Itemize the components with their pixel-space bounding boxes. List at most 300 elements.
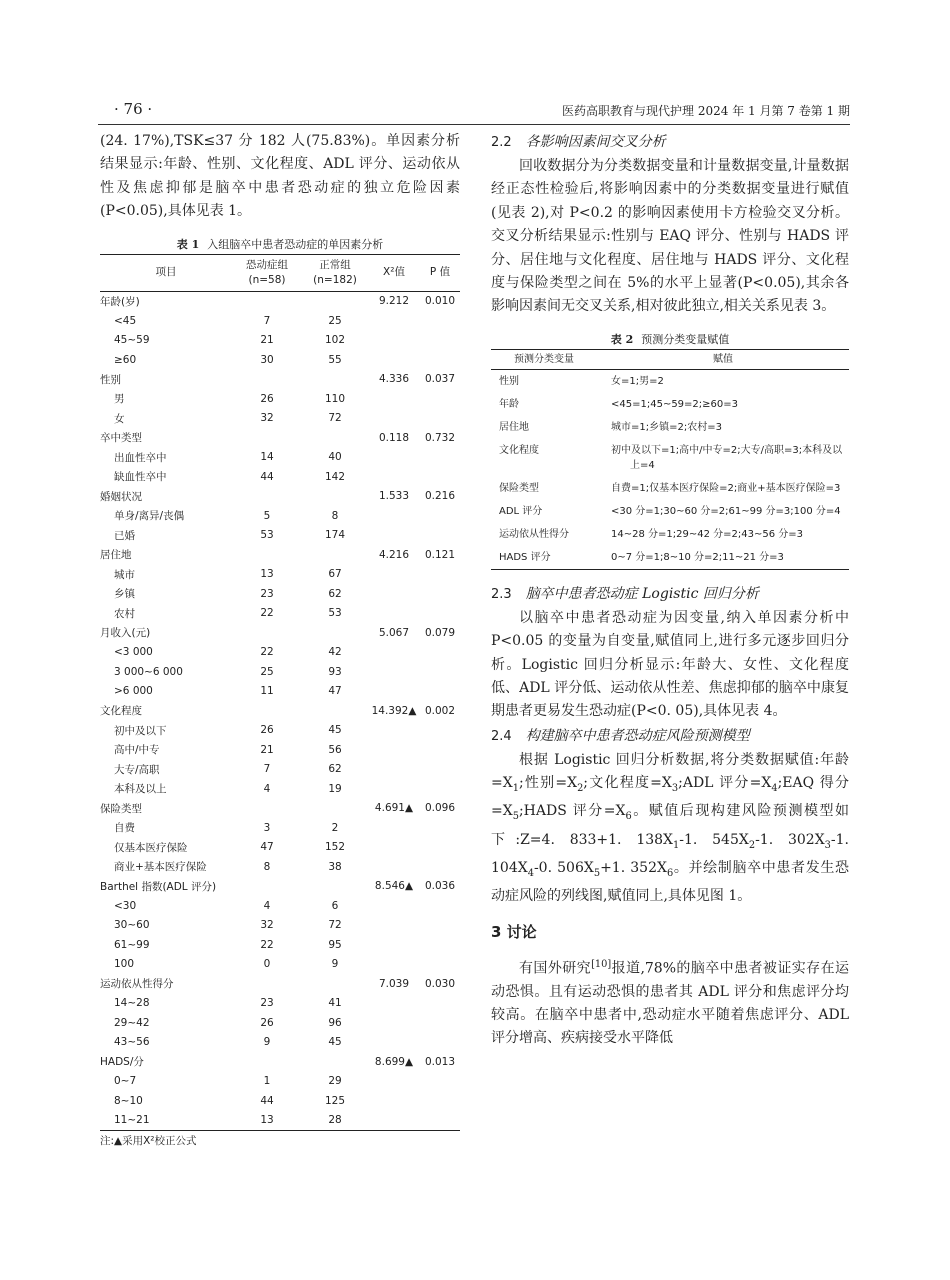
table2-label: 表 2 — [610, 332, 634, 346]
table1-cell-item: 45~59 — [114, 334, 150, 347]
journal-title: 医药高职教育与现代护理 2024 年 1 月第 7 卷第 1 期 — [562, 104, 850, 118]
table2-row — [491, 477, 849, 500]
table1-cell-p — [420, 916, 460, 936]
table1-cell-p — [420, 779, 460, 799]
table1-cell-item: 运动依从性得分 — [100, 978, 174, 991]
left-column — [100, 130, 460, 1148]
table1-row — [100, 1033, 460, 1053]
table1-cell-item: >6 000 — [114, 685, 153, 698]
table1-cell-group2 — [302, 701, 368, 721]
table1-cell-group1 — [232, 370, 302, 390]
table1-cell-p — [420, 389, 460, 409]
table1-row — [100, 604, 460, 624]
table1-row — [100, 291, 460, 311]
table2-row — [491, 416, 849, 439]
table2-cell-var: 文化程度 — [499, 444, 539, 456]
table1-cell-group2: 174 — [324, 529, 346, 542]
table1-cell-p — [420, 1072, 460, 1092]
table1-cell-item: 乡镇 — [114, 588, 135, 601]
table1-cell-chi — [368, 1072, 420, 1092]
table1-row — [100, 409, 460, 429]
table1-cell-group2 — [302, 370, 368, 390]
citation-ref[interactable]: [10] — [591, 958, 612, 970]
table1-cell-group1 — [232, 974, 302, 994]
table1-cell-p: 0.037 — [424, 373, 456, 386]
table1-cell-item: 卒中类型 — [100, 432, 142, 445]
table1-cell-group2: 56 — [328, 743, 342, 756]
table1-cell-group1: 32 — [260, 919, 274, 932]
table1-cell-group2: 125 — [324, 1094, 346, 1107]
table1-cell-group1: 7 — [263, 314, 271, 327]
table1-row — [100, 877, 460, 897]
table1-cell-item: 11~21 — [100, 1111, 232, 1131]
table1-cell-group2 — [302, 428, 368, 448]
table1-cell-group1 — [232, 799, 302, 819]
intro-paragraph: (24. 17%),TSK≤37 分 182 人(75.83%)。单因素分析结果显示:年龄、性别、文化程度、ADL 评分、运动依从性及焦虑抑郁是脑卒中患者恐动症的独立危险因素(P<0.05),具体见表 1。 — [100, 133, 460, 220]
table2-cell-val: <30 分=1;30~60 分=2;61~99 分=3;100 分=4 — [611, 505, 841, 517]
page-number: · 76 · — [114, 100, 153, 118]
table1-cell-item: 29~42 — [114, 1016, 150, 1029]
table1-cell-p: 0.216 — [424, 490, 456, 503]
table1-row — [100, 955, 460, 975]
table1-cell-p — [420, 350, 460, 370]
table1-cell-item: <45 — [114, 314, 137, 327]
table1-cell-p — [420, 740, 460, 760]
table1-row — [100, 779, 460, 799]
table1-cell-group2: 95 — [328, 938, 342, 951]
table1-cell-chi — [368, 311, 420, 331]
table1-cell-group2: 38 — [328, 860, 342, 873]
table1-row — [100, 526, 460, 546]
table1-cell-p — [420, 409, 460, 429]
table1-cell-group2: 25 — [328, 314, 342, 327]
right-column — [491, 130, 849, 1051]
table1-cell-item: 文化程度 — [100, 705, 142, 718]
table2-cell-var: 年龄 — [499, 398, 519, 410]
table1-cell-group2: 53 — [328, 607, 342, 620]
table1-cell-chi — [368, 662, 420, 682]
table1-cell-p: 0.030 — [424, 977, 456, 990]
table1-cell-item: 出血性卒中 — [114, 451, 167, 464]
table1-cell-chi: 14.392▲ — [371, 704, 417, 717]
table1-cell-chi — [368, 467, 420, 487]
table1-cell-item: 本科及以上 — [114, 783, 167, 796]
table2-col-var: 预测分类变量 — [491, 349, 597, 369]
table1-cell-p: 0.079 — [424, 626, 456, 639]
table2-col-val: 赋值 — [597, 349, 849, 369]
table1-cell-group1: 13 — [260, 568, 274, 581]
table1-cell-p: 0.036 — [424, 880, 456, 893]
table1-cell-group1: 21 — [260, 743, 274, 756]
table1-label: 表 1 — [176, 237, 200, 251]
table2-cell-val: 14~28 分=1;29~42 分=2;43~56 分=3 — [611, 528, 803, 540]
table1-col-p: P 值 — [420, 254, 460, 291]
table1-cell-chi — [368, 779, 420, 799]
table1-cell-chi: 8.546▲ — [374, 880, 414, 893]
table1-cell-p — [420, 955, 460, 975]
table1-row — [100, 760, 460, 780]
table1-cell-group2: 72 — [328, 412, 342, 425]
table1-cell-group2 — [302, 291, 368, 311]
table1-row — [100, 682, 460, 702]
table1-cell-group2: 142 — [324, 470, 346, 483]
table1-row — [100, 916, 460, 936]
table1-cell-group1: 9 — [263, 1036, 271, 1049]
table2-row — [491, 439, 849, 477]
table2-cell-var: HADS 评分 — [491, 546, 597, 570]
table1-row — [100, 311, 460, 331]
table1-cell-group1 — [232, 291, 302, 311]
table1-cell-group1: 22 — [260, 607, 274, 620]
table1-cell-group2: 67 — [328, 568, 342, 581]
table1-cell-item: 100 — [114, 958, 135, 971]
table1-cell-chi — [368, 760, 420, 780]
table1-cell-item: 商业+基本医疗保险 — [114, 861, 207, 874]
table1-cell-chi — [368, 409, 420, 429]
table1-cell-item: 8~10 — [114, 1094, 143, 1107]
table1-cell-chi — [368, 1013, 420, 1033]
table2-title: 预测分类变量赋值 — [641, 332, 730, 346]
table1-row — [100, 565, 460, 585]
table1-row — [100, 799, 460, 819]
table1-cell-group1: 0 — [263, 958, 271, 971]
table1-row — [100, 740, 460, 760]
table1-cell-group1: 22 — [260, 938, 274, 951]
table1-cell-p — [420, 331, 460, 351]
table1-cell-group1: 25 — [260, 665, 274, 678]
table1-cell-group2: 102 — [324, 334, 346, 347]
table1-cell-group1 — [232, 545, 302, 565]
table1-cell-item: ≥60 — [114, 353, 137, 366]
section-2-2-heading: 2.2 各影响因素间交叉分析 — [491, 134, 666, 150]
table1-cell-chi: 8.699▲ — [374, 1055, 414, 1068]
table1-row — [100, 1013, 460, 1033]
section-2-3-text: 以脑卒中患者恐动症为因变量,纳入单因素分析中 P<0.05 的变量为自变量,赋值同上,进行多元逐步回归分析。Logistic 回归分析显示:年龄大、女性、文化程度低、ADL 评分低、运动依从性差、焦虑抑郁的脑卒中康复期患者更易发生恐动症(P<0. 05),具体见表 4。 — [491, 609, 849, 720]
table1-cell-p — [420, 760, 460, 780]
table1-cell-p: 0.096 — [424, 802, 456, 815]
table1-cell-p — [420, 1091, 460, 1111]
table1-cell-group1: 5 — [263, 509, 271, 522]
table1-cell-group1 — [232, 701, 302, 721]
table1-cell-p: 0.013 — [424, 1055, 456, 1068]
table1-cell-group2: 41 — [328, 997, 342, 1010]
table1-cell-item: 61~99 — [114, 938, 150, 951]
table2-cell-val: 城市=1;乡镇=2;农村=3 — [611, 421, 722, 433]
table1-cell-chi — [368, 721, 420, 741]
table1-cell-item: 已婚 — [114, 529, 135, 542]
table1-row — [100, 896, 460, 916]
table2-cell-val: 0~7 分=1;8~10 分=2;11~21 分=3 — [597, 546, 849, 570]
table2-row — [491, 369, 849, 393]
table1-cell-chi — [368, 896, 420, 916]
table1-cell-p: 0.002 — [424, 704, 456, 717]
table1-cell-item: 30~60 — [114, 919, 150, 932]
table1-cell-p — [420, 662, 460, 682]
table2-cell-var: 居住地 — [499, 421, 529, 433]
table1-cell-group2 — [302, 877, 368, 897]
table1-cell-group1: 13 — [232, 1111, 302, 1131]
table1-cell-chi — [368, 350, 420, 370]
table1-cell-item: 43~56 — [114, 1036, 150, 1049]
table1-cell-item: 大专/高职 — [114, 763, 160, 776]
table2-cell-val: 初中及以下=1;高中/中专=2;大专/高职=3;本科及以上=4 — [611, 444, 843, 471]
table1-col-chi: X²值 — [368, 254, 420, 291]
table1-cell-item: 性别 — [100, 373, 121, 386]
table1-row — [100, 701, 460, 721]
table1-cell-group1: 44 — [260, 1094, 274, 1107]
table1-cell-item: 自费 — [114, 822, 135, 835]
table1-col-group1: 恐动症组 (n=58) — [232, 254, 302, 291]
table1-cell-p — [420, 721, 460, 741]
table1-row — [100, 643, 460, 663]
table1-cell-chi — [368, 857, 420, 877]
table1-cell-group2 — [302, 799, 368, 819]
table1-cell-chi — [368, 1111, 420, 1131]
table1-cell-chi — [368, 935, 420, 955]
table1-cell-group1: 7 — [263, 763, 271, 776]
table1-row — [100, 1052, 460, 1072]
table1-cell-item: 居住地 — [100, 549, 132, 562]
table1-row — [100, 389, 460, 409]
table1-row — [100, 662, 460, 682]
table1-cell-item: 男 — [114, 393, 125, 406]
table1-cell-p: 0.010 — [424, 295, 456, 308]
table1-cell-p — [420, 818, 460, 838]
table1-row — [100, 331, 460, 351]
table1-cell-chi: 4.691▲ — [374, 802, 414, 815]
table1-cell-item: 年龄(岁) — [100, 295, 140, 308]
table1-cell-group1: 23 — [260, 587, 274, 600]
table1-cell-p — [420, 467, 460, 487]
table1-cell-chi: 9.212 — [378, 295, 410, 308]
table2-cell-var: 运动依从性得分 — [499, 528, 569, 540]
table1-row — [100, 1072, 460, 1092]
table2-row — [491, 523, 849, 546]
header-rule — [98, 124, 850, 125]
table2-cell-val: 女=1;男=2 — [611, 375, 664, 387]
table2-cell-val: <45=1;45~59=2;≥60=3 — [611, 398, 738, 410]
table1-cell-p — [420, 838, 460, 858]
table1-cell-p — [420, 604, 460, 624]
table1-cell-group2 — [302, 487, 368, 507]
table1-cell-group2: 28 — [302, 1111, 368, 1131]
table1-cell-group1: 11 — [260, 685, 274, 698]
table1-cell-group2 — [302, 1052, 368, 1072]
table1-cell-group1: 44 — [260, 470, 274, 483]
table1-cell-p — [420, 565, 460, 585]
table1-cell-chi — [368, 526, 420, 546]
section-3-heading: 3 讨论 — [491, 922, 537, 941]
table1-cell-item: 初中及以下 — [114, 724, 167, 737]
table2-row — [491, 546, 849, 570]
table1-cell-group2: 6 — [331, 899, 339, 912]
table2-caption — [491, 331, 849, 349]
table1-cell-p — [420, 1111, 460, 1131]
table1-cell-chi: 1.533 — [378, 490, 410, 503]
table1-cell-chi — [368, 994, 420, 1014]
table1-cell-item: 缺血性卒中 — [114, 471, 167, 484]
table1-cell-p — [420, 1013, 460, 1033]
table1-cell-p — [420, 643, 460, 663]
table1-cell-item: 0~7 — [114, 1075, 137, 1088]
table1-cell-chi — [368, 838, 420, 858]
table1-cell-group2 — [302, 623, 368, 643]
table1-cell-p — [420, 584, 460, 604]
table1-title: 入组脑卒中患者恐动症的单因素分析 — [207, 237, 384, 251]
table1-row — [100, 545, 460, 565]
section-2-4-text: 根据 Logistic 回归分析数据,将分类数据赋值:年龄$=X_1$;性别$=X_2$;文化程度$=X_3;ADL$ 评分$=X_4;EAQ$ 得分$=X_5;HADS$ 评分$=X_6$。赋值后现构建风险预测模型如下:Z=4. 833+1. $138X_1-1$. $545X_2-1$. $302X_3-1$. $104X_4-0$. $506X_5+1$. $352X_6$。并绘制脑卒中患者发生恐动症风险的列线图,赋值同上,具体见图 1。 — [491, 751, 850, 905]
table1-cell-group1: 1 — [263, 1075, 271, 1088]
table1-cell-group1: 26 — [260, 1016, 274, 1029]
table1-cell-chi — [368, 584, 420, 604]
table1-cell-group2: 45 — [328, 1036, 342, 1049]
table1-cell-group1: 4 — [263, 899, 271, 912]
table2-cell-var: 保险类型 — [499, 482, 539, 494]
table2-cell-var: ADL 评分 — [499, 505, 543, 517]
table1-caption — [100, 236, 460, 254]
table1-cell-item: 3 000~6 000 — [114, 665, 183, 678]
table1-cell-group2: 29 — [328, 1075, 342, 1088]
table1-cell-p — [420, 448, 460, 468]
table1-cell-group2: 8 — [331, 509, 339, 522]
table1-cell-group1 — [232, 1052, 302, 1072]
table1-cell-p — [420, 857, 460, 877]
table1-cell-group1: 47 — [260, 841, 274, 854]
table2-cell-var: 性别 — [499, 375, 519, 387]
table1-cell-chi — [368, 331, 420, 351]
table1-row — [100, 838, 460, 858]
table1-cell-group1: 14 — [260, 451, 274, 464]
table1-row — [100, 448, 460, 468]
table1-cell-item: 保险类型 — [100, 802, 142, 815]
table1-row — [100, 1111, 460, 1131]
table1-cell-group1: 21 — [260, 334, 274, 347]
table2-cell-val: 自费=1;仅基本医疗保险=2;商业+基本医疗保险=3 — [611, 482, 841, 494]
table1-cell-chi: 4.216 — [378, 548, 410, 561]
table1-cell-group2 — [302, 974, 368, 994]
table1-cell-group2: 47 — [328, 685, 342, 698]
table1-cell-group1 — [232, 877, 302, 897]
table2-row — [491, 500, 849, 523]
table1-cell-chi — [368, 643, 420, 663]
table1-cell-p — [420, 506, 460, 526]
table1-row — [100, 721, 460, 741]
table1-cell-group2: 19 — [328, 782, 342, 795]
table1-cell-chi — [368, 506, 420, 526]
table1-cell-p — [420, 896, 460, 916]
table1-cell-p — [420, 311, 460, 331]
table1-row — [100, 623, 460, 643]
table1-col-item: 项目 — [100, 254, 232, 291]
table1-row — [100, 974, 460, 994]
table1-cell-item: HADS/分 — [100, 1056, 144, 1069]
table1-row — [100, 506, 460, 526]
table1-cell-chi — [368, 448, 420, 468]
table1-cell-p — [420, 994, 460, 1014]
table1-cell-group1: 23 — [260, 997, 274, 1010]
table1-cell-item: <3 000 — [114, 646, 153, 659]
table1-row — [100, 487, 460, 507]
table1-row — [100, 584, 460, 604]
table1-cell-p — [420, 935, 460, 955]
table1-cell-chi — [368, 1091, 420, 1111]
table1-cell-item: 单身/离异/丧偶 — [114, 510, 185, 523]
table2 — [491, 349, 849, 570]
table1-cell-p — [420, 526, 460, 546]
table1-cell-group1: 53 — [260, 529, 274, 542]
table1-cell-group2: 62 — [328, 587, 342, 600]
table1-cell-item: 婚姻状况 — [100, 490, 142, 503]
table1-row — [100, 1091, 460, 1111]
table1 — [100, 254, 460, 1132]
table1-cell-item: 14~28 — [114, 997, 150, 1010]
table1-cell-item: <30 — [114, 899, 137, 912]
table1-cell-chi — [368, 955, 420, 975]
table1-cell-group2: 110 — [324, 392, 346, 405]
table1-cell-group1: 8 — [263, 860, 271, 873]
table1-cell-group1 — [232, 623, 302, 643]
table1-cell-chi — [368, 1033, 420, 1053]
table1-row — [100, 857, 460, 877]
table1-note: 注:▲采用X²校正公式 — [100, 1135, 197, 1148]
table1-row — [100, 370, 460, 390]
table1-row — [100, 994, 460, 1014]
table1-cell-group2: 72 — [328, 919, 342, 932]
table1-row — [100, 428, 460, 448]
table1-cell-chi: 7.039 — [378, 977, 410, 990]
table1-cell-chi — [368, 682, 420, 702]
table1-cell-chi: 4.336 — [378, 373, 410, 386]
table1-cell-chi: 5.067 — [378, 626, 410, 639]
table1-cell-chi — [368, 740, 420, 760]
table1-cell-group2: 45 — [328, 724, 342, 737]
table1-cell-group1: 4 — [263, 782, 271, 795]
table1-cell-group2: 9 — [331, 958, 339, 971]
table1-cell-group1: 3 — [263, 821, 271, 834]
table1-cell-group2: 93 — [328, 665, 342, 678]
table1-cell-group1: 32 — [260, 412, 274, 425]
table1-cell-group1 — [232, 428, 302, 448]
table1-cell-group1: 30 — [260, 353, 274, 366]
table1-cell-group1: 26 — [260, 724, 274, 737]
table1-cell-group2: 152 — [324, 841, 346, 854]
table1-cell-p — [420, 682, 460, 702]
table1-cell-group1: 26 — [260, 392, 274, 405]
table1-row — [100, 467, 460, 487]
table1-row — [100, 935, 460, 955]
table1-row — [100, 818, 460, 838]
table1-row — [100, 350, 460, 370]
section-2-3-heading: 2.3 脑卒中患者恐动症 Logistic 回归分析 — [491, 585, 759, 602]
table1-cell-chi — [368, 604, 420, 624]
table1-cell-item: 仅基本医疗保险 — [114, 841, 188, 854]
table1-cell-group2: 62 — [328, 763, 342, 776]
section-3-text: 有国外研究[10]报道,78%的脑卒中患者被证实存在运动恐惧。且有运动恐惧的患者其 ADL 评分和焦虑评分均较高。在脑卒中患者中,恐动症水平随着焦虑评分、ADL 评分增高、疾病接受水平降低 — [491, 958, 849, 1047]
table1-cell-p: 0.732 — [424, 431, 456, 444]
table1-cell-item: 高中/中专 — [114, 744, 160, 757]
table1-cell-chi: 0.118 — [378, 431, 410, 444]
table1-cell-chi — [368, 916, 420, 936]
table2-row — [491, 393, 849, 416]
table1-cell-item: 农村 — [114, 607, 135, 620]
table1-cell-group2 — [302, 545, 368, 565]
table1-cell-item: Barthel 指数(ADL 评分) — [100, 880, 217, 893]
table1-cell-group1 — [232, 487, 302, 507]
table1-cell-item: 城市 — [114, 568, 135, 581]
table1-cell-chi — [368, 818, 420, 838]
table1-cell-p — [420, 1033, 460, 1053]
table1-col-group2: 正常组 (n=182) — [302, 254, 368, 291]
